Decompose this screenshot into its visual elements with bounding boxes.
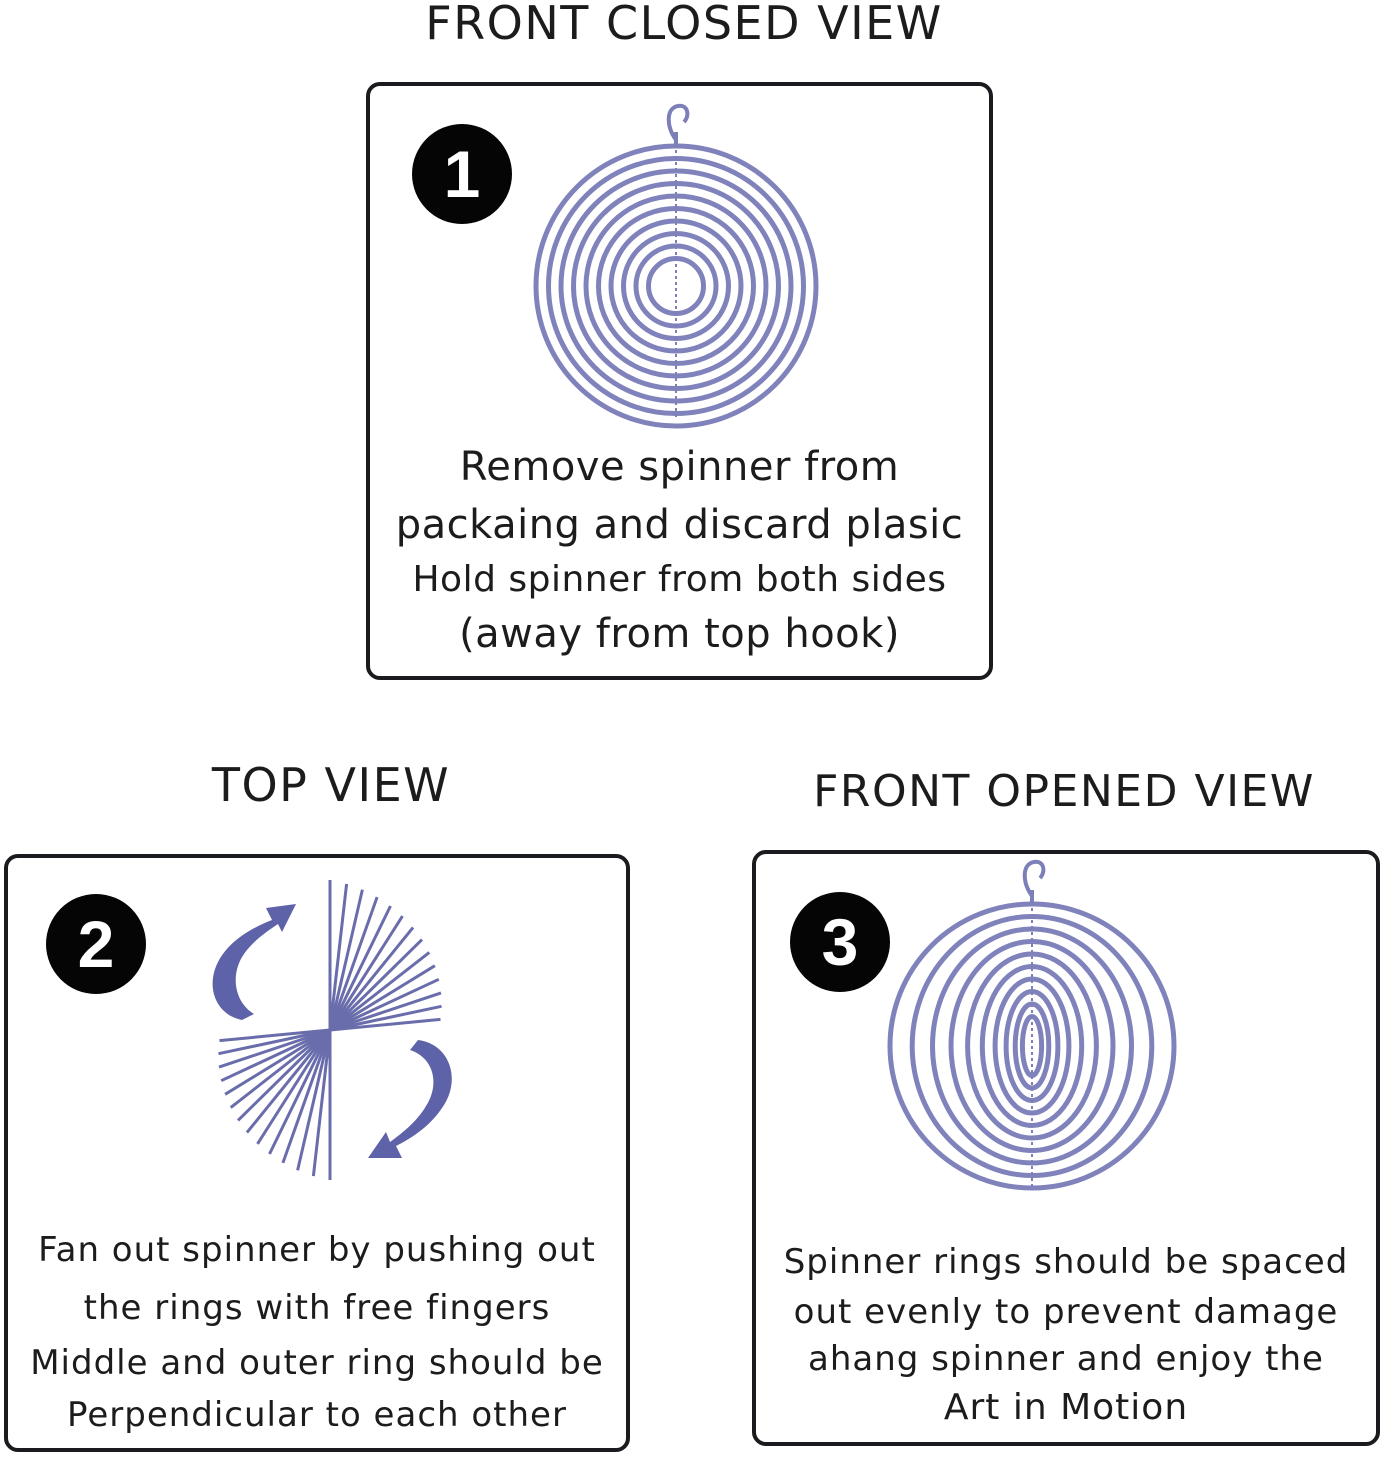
step-1-instructions <box>370 438 989 662</box>
step-3-line: out evenly to prevent damage <box>793 1292 1339 1332</box>
step-1-panel <box>366 82 993 680</box>
step-3-instructions <box>756 1236 1376 1434</box>
step-3-panel <box>752 850 1380 1446</box>
step-1-line: (away from top hook) <box>459 611 900 657</box>
step-3-line: ahang spinner and enjoy the <box>808 1339 1324 1379</box>
step-1-line: Hold spinner from both sides <box>412 559 947 600</box>
step-2-panel <box>4 854 630 1452</box>
step-2-line: the rings with free fingers <box>83 1288 551 1328</box>
step-3-badge: 3 <box>790 892 890 992</box>
step-2-badge: 2 <box>46 894 146 994</box>
front-closed-view-heading: FRONT CLOSED VIEW <box>425 0 943 50</box>
closed-ring <box>574 184 779 389</box>
step-2-line: Fan out spinner by pushing out <box>38 1230 596 1270</box>
step-3-line: Art in Motion <box>943 1387 1189 1428</box>
closed-ring <box>624 234 729 339</box>
hook-icon <box>669 106 688 140</box>
step-2-instructions <box>8 1220 626 1440</box>
top-view-heading: TOP VIEW <box>211 758 451 812</box>
step-1-badge: 1 <box>412 124 512 224</box>
step-1-line: packaing and discard plasic <box>395 502 964 548</box>
rotate-arrow-lower-icon <box>368 1040 452 1158</box>
step-2-line: Perpendicular to each other <box>67 1395 567 1435</box>
step-1-line: Remove spinner from <box>459 444 900 490</box>
hook-icon <box>1025 862 1044 896</box>
fan-line <box>330 940 422 1030</box>
fan-line <box>238 1030 330 1120</box>
step-2-line: Middle and outer ring should be <box>30 1343 604 1383</box>
rotate-arrow-upper-icon <box>213 904 296 1020</box>
front-opened-view-heading: FRONT OPENED VIEW <box>813 766 1315 817</box>
step-3-line: Spinner rings should be spaced <box>783 1242 1349 1282</box>
